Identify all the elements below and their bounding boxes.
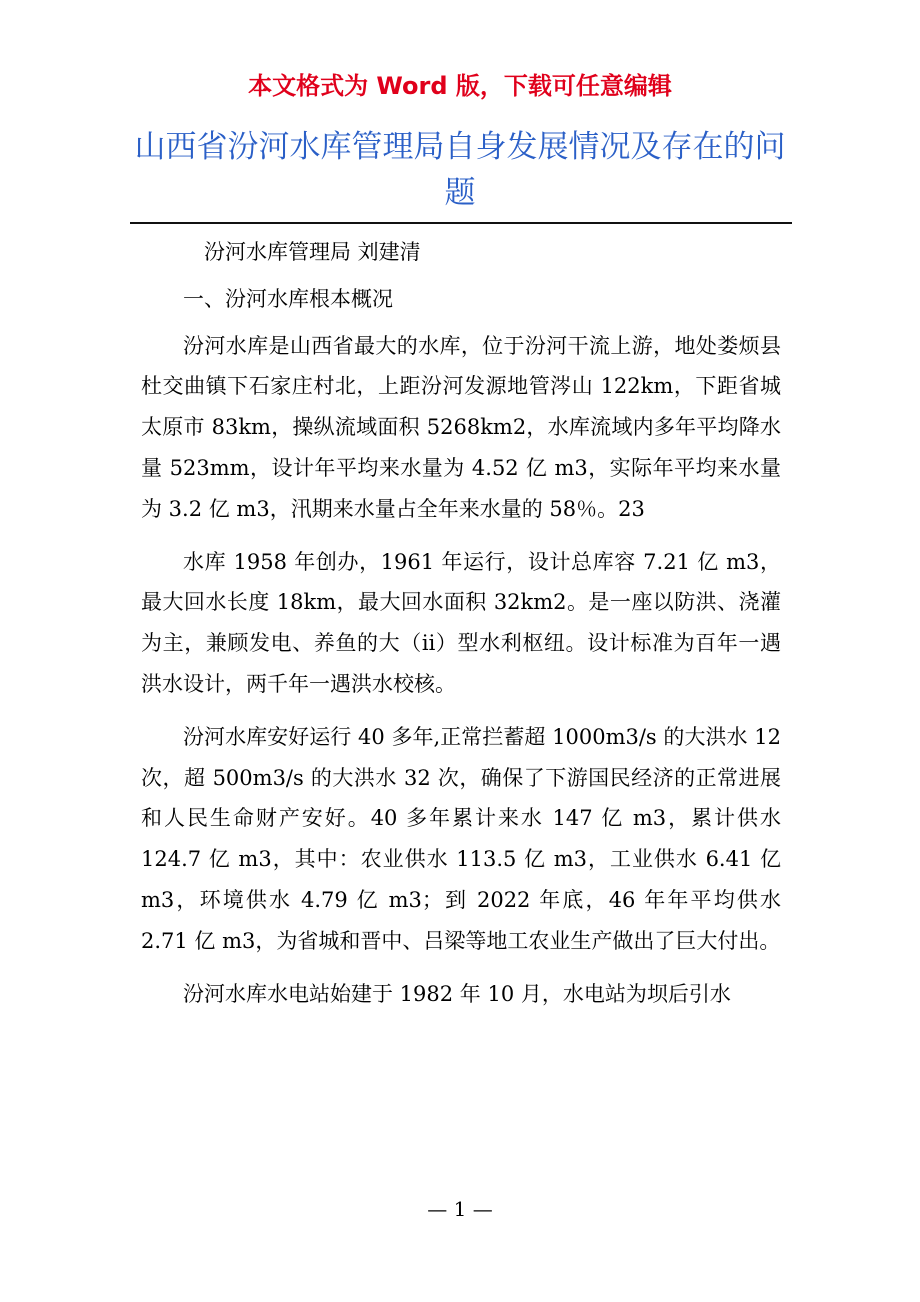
section-heading: 一、汾河水库根本概况	[183, 286, 393, 311]
format-notice: 本文格式为 Word 版，下载可任意编辑	[248, 72, 672, 100]
document-title: 山西省汾河水库管理局自身发展情况及存在的问题	[134, 129, 786, 211]
page-number: — 1 —	[427, 1197, 493, 1221]
paragraph-overview: 汾河水库是山西省最大的水库，位于汾河干流上游，地处娄烦县杜交曲镇下石家庄村北，上距汾河发源地管涔山 122km，下距省城太原市 83km，操纵流域面积 5268km2，水库流域内多年平均降水量 523mm，设计年平均来水量为 4.52 亿 m3，实际年平均来水量为 3.2 亿 m3，汛期来水量占全年来水量的 58％。23	[141, 333, 781, 521]
paragraph-operation: 汾河水库安好运行 40 多年,正常拦蓄超 1000m3/s 的大洪水 12 次，超 500m3/s 的大洪水 32 次，确保了下游国民经济的正常进展和人民生命财产安好。40 多年累计来水 147 亿 m3，累计供水 124.7 亿 m3，其中：农业供水 113.5 亿 m3，工业供水 6.41 亿 m3，环境供水 4.79 亿 m3；到 2022 年底，46 年年平均供水 2.71 亿 m3，为省城和晋中、吕梁等地工农业生产做出了巨大付出。	[141, 724, 781, 953]
paragraph-construction: 水库 1958 年创办，1961 年运行，设计总库容 7.21 亿 m3，最大回水长度 18km，最大回水面积 32km2。是一座以防洪、浇灌为主，兼顾发电、养鱼的大（ⅱ）型水利枢纽。设计标准为百年一遇洪水设计，两千年一遇洪水校核。	[141, 549, 781, 696]
document-body	[141, 232, 781, 1026]
author-line: 汾河水库管理局 刘建清	[204, 240, 421, 264]
paragraph-hydropower: 汾河水库水电站始建于 1982 年 10 月，水电站为坝后引水	[183, 981, 731, 1006]
title-divider	[130, 222, 792, 224]
